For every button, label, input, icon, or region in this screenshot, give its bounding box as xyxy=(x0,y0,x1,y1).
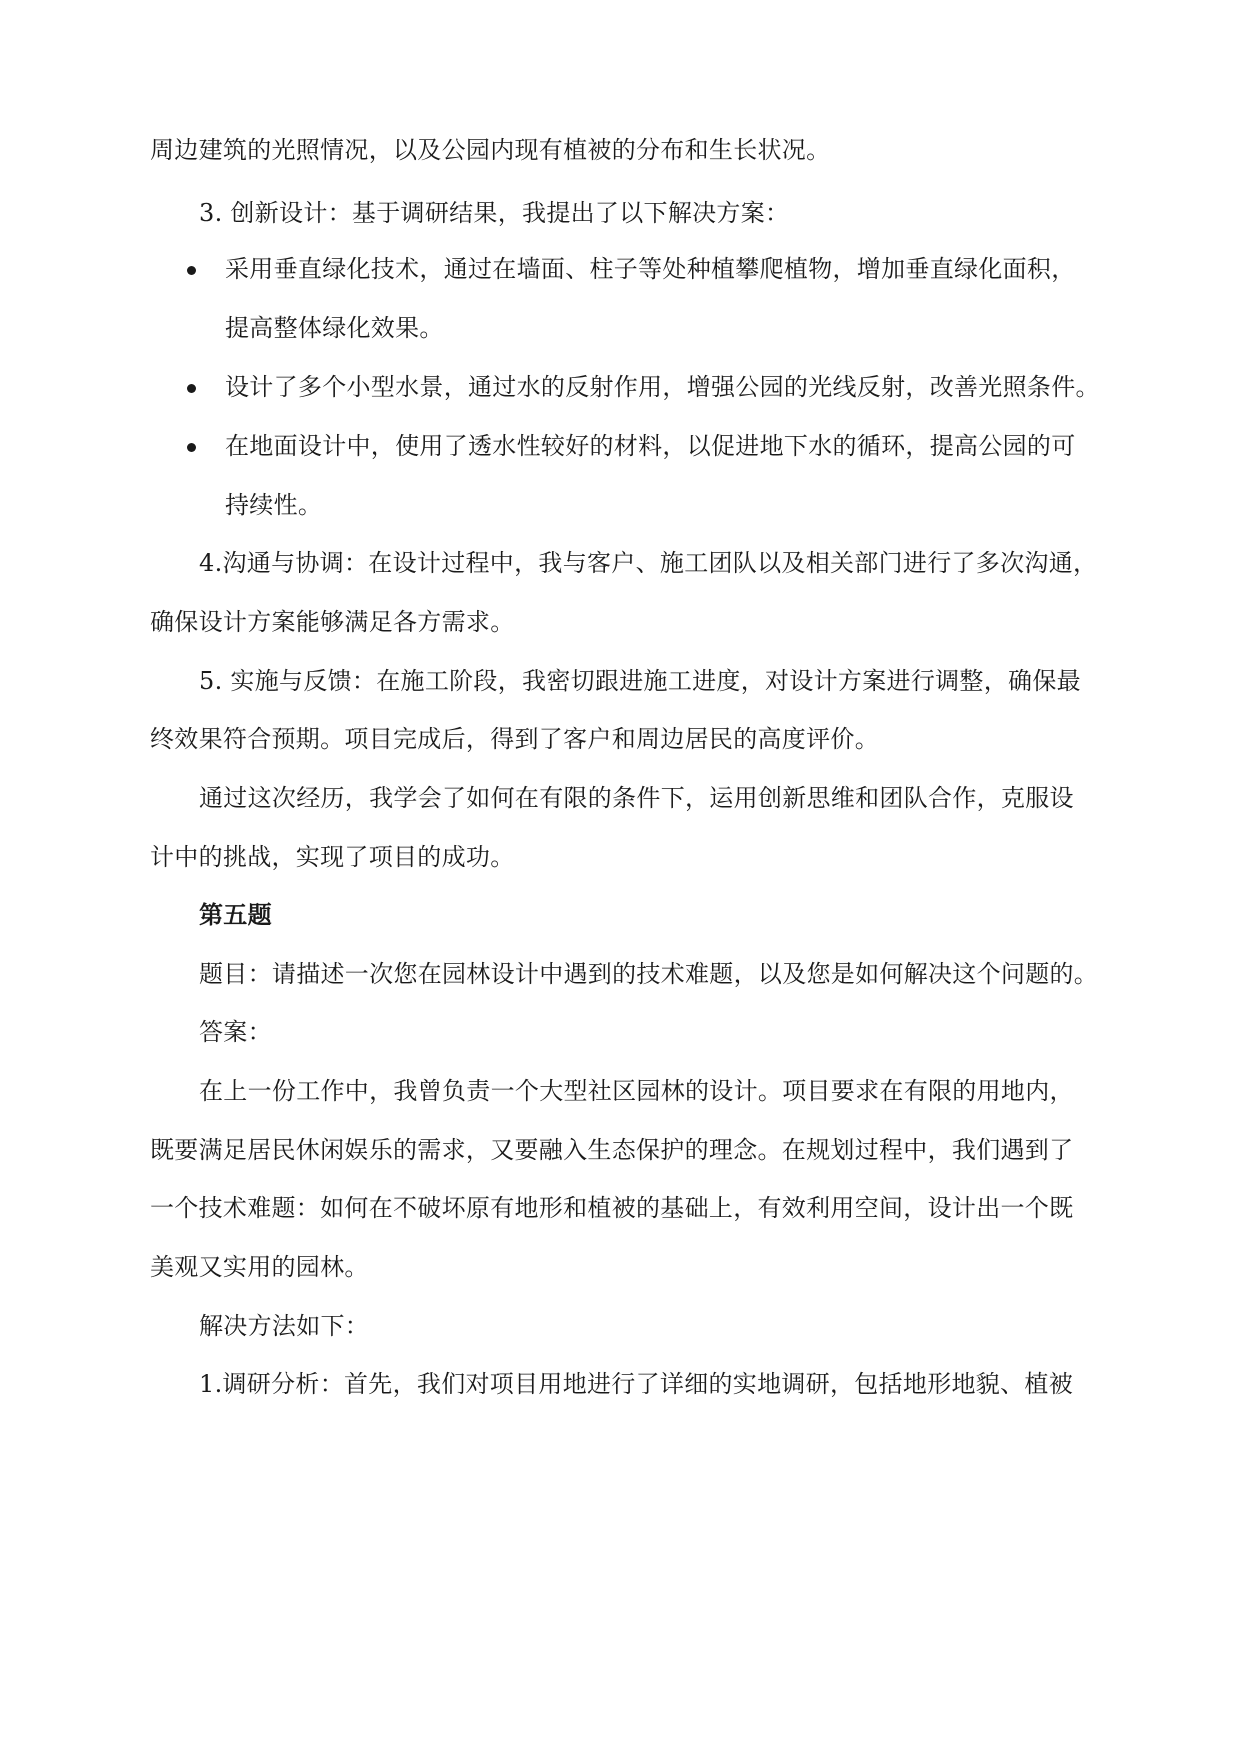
paragraph-line: 1.调研分析：首先，我们对项目用地进行了详细的实地调研，包括地形地貌、植被 xyxy=(199,1370,1073,1398)
paragraph-line: 5. 实施与反馈：在施工阶段，我密切跟进施工进度，对设计方案进行调整，确保最 xyxy=(199,667,1081,695)
answer-label: 答案： xyxy=(199,1018,272,1046)
paragraph-line: 3. 创新设计：基于调研结果，我提出了以下解决方案： xyxy=(199,199,790,227)
paragraph-line: 周边建筑的光照情况，以及公园内现有植被的分布和生长状况。 xyxy=(150,136,831,164)
bullet-item-line: 提高整体绿化效果。 xyxy=(225,314,444,342)
bullet-item-line: 持续性。 xyxy=(225,491,323,519)
paragraph-line: 计中的挑战，实现了项目的成功。 xyxy=(150,843,515,871)
bullet-item-line: 采用垂直绿化技术，通过在墙面、柱子等处种植攀爬植物，增加垂直绿化面积， xyxy=(225,255,1076,283)
paragraph-line: 解决方法如下： xyxy=(199,1312,370,1340)
paragraph-line: 既要满足居民休闲娱乐的需求，又要融入生态保护的理念。在规划过程中，我们遇到了 xyxy=(150,1136,1074,1164)
bullet-item-line: 设计了多个小型水景，通过水的反射作用，增强公园的光线反射，改善光照条件。 xyxy=(225,373,1100,401)
paragraph-line: 通过这次经历，我学会了如何在有限的条件下，运用创新思维和团队合作，克服设 xyxy=(199,784,1074,812)
bullet-dot-icon xyxy=(187,443,196,452)
paragraph-line: 美观又实用的园林。 xyxy=(150,1253,369,1281)
question-line: 题目：请描述一次您在园林设计中遇到的技术难题，以及您是如何解决这个问题的。 xyxy=(199,960,1099,988)
bullet-dot-icon xyxy=(187,384,196,393)
paragraph-line: 4.沟通与协调：在设计过程中，我与客户、施工团队以及相关部门进行了多次沟通， xyxy=(199,549,1098,577)
paragraph-line: 一个技术难题：如何在不破坏原有地形和植被的基础上，有效利用空间，设计出一个既 xyxy=(150,1194,1074,1222)
section-heading: 第五题 xyxy=(199,900,272,929)
paragraph-line: 在上一份工作中，我曾负责一个大型社区园林的设计。项目要求在有限的用地内， xyxy=(199,1077,1074,1105)
paragraph-line: 终效果符合预期。项目完成后，得到了客户和周边居民的高度评价。 xyxy=(150,725,879,753)
bullet-dot-icon xyxy=(187,266,196,275)
bullet-item-line: 在地面设计中，使用了透水性较好的材料，以促进地下水的循环，提高公园的可 xyxy=(225,432,1076,460)
paragraph-line: 确保设计方案能够满足各方需求。 xyxy=(150,608,515,636)
